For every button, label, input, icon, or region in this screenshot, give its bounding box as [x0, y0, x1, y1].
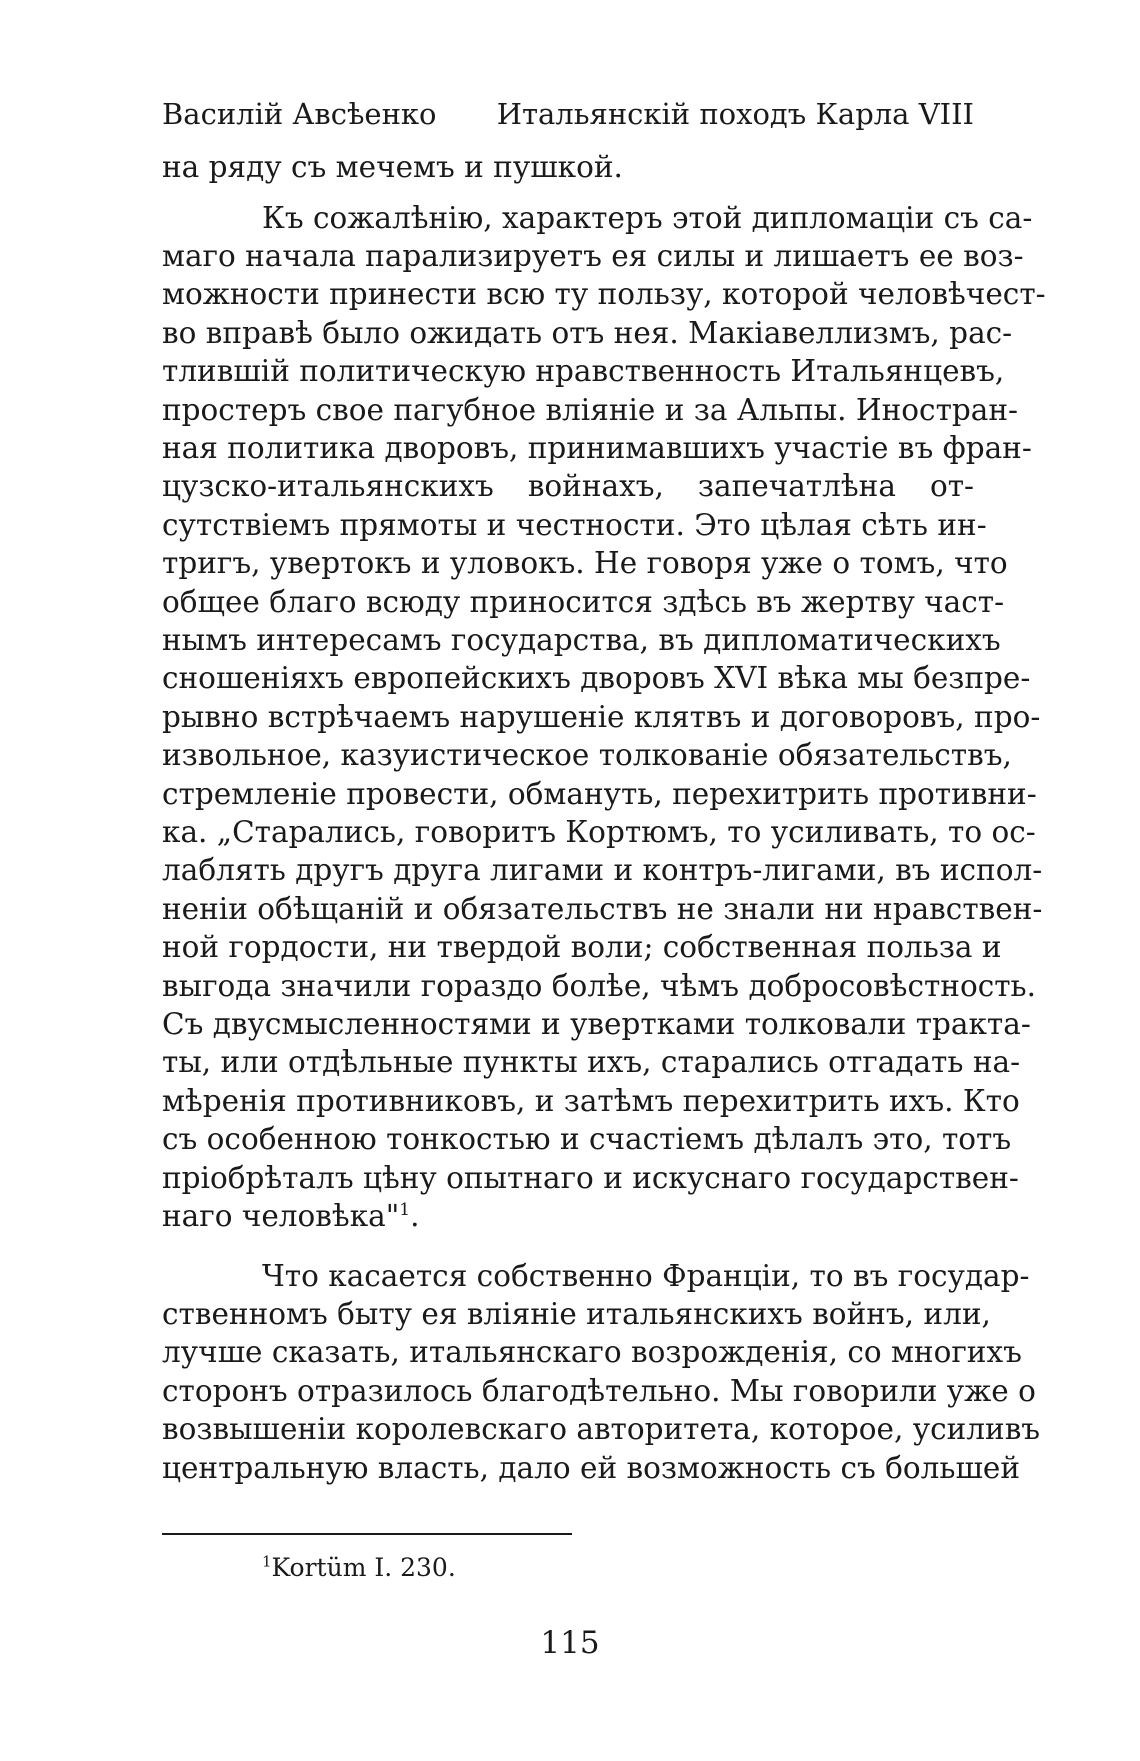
- text-line: мѣренія противниковъ, и затѣмъ перехитрить ихъ. Кто: [162, 1084, 1020, 1118]
- text-line: лучше сказать, итальянскаго возрожденія, со многихъ: [162, 1335, 1022, 1369]
- text-line: извольное, казуистическое толкованіе обязательствъ,: [162, 738, 1012, 772]
- text-line: пріобрѣталъ цѣну опытнаго и искуснаго государствен-: [162, 1161, 1019, 1195]
- text-line: маго начала парализируетъ ея силы и лишаетъ ее воз-: [162, 239, 1024, 273]
- header-title: Итальянскій походъ Карла VIII: [496, 97, 974, 131]
- text-line: тлившій политическую нравственность Итальянцевъ,: [162, 354, 1005, 388]
- text-line: ная политика дворовъ, принимавшихъ участіе въ фран-: [162, 431, 1032, 465]
- footnote-divider: [162, 1533, 572, 1535]
- text-line: съ особенною тонкостью и счастіемъ дѣлалъ это, тотъ: [162, 1122, 1012, 1156]
- text-line: на ряду съ мечемъ и пушкой.: [162, 150, 623, 184]
- footnote: [262, 1552, 456, 1584]
- text-line: сторонъ отразилось благодѣтельно. Мы говорили уже о: [162, 1374, 1036, 1408]
- footnote-marker: 1: [262, 1552, 272, 1571]
- text-line: ты, или отдѣльные пункты ихъ, старались отгадать на-: [162, 1045, 1021, 1079]
- text-line: рывно встрѣчаемъ нарушеніе клятвъ и договоровъ, про-: [162, 700, 1041, 734]
- text-line: тригъ, увертокъ и уловокъ. Не говоря уже о томъ, что: [162, 546, 1008, 580]
- text-line: Къ сожалѣнію, характеръ этой дипломаціи съ са-: [262, 201, 1033, 235]
- text-line: неніи обѣщаній и обязательствъ не знали ни нравствен-: [162, 892, 1043, 926]
- text-line: ственномъ быту ея вліяніе итальянскихъ войнъ, или,: [162, 1297, 991, 1331]
- footnote-reference: 1: [399, 1200, 411, 1221]
- text-line: Что касается собственно Франціи, то въ государ-: [262, 1259, 1030, 1293]
- text-line: цузско-итальянскихъ войнахъ, запечатлѣна от-: [162, 469, 974, 503]
- header-author: Василій Авсѣенко: [162, 97, 437, 131]
- text-line: Съ двусмысленностями и увертками толковали тракта-: [162, 1007, 1031, 1041]
- text-line: сношеніяхъ европейскихъ дворовъ XVI вѣка мы безпре-: [162, 661, 1031, 695]
- text-line: во вправѣ было ожидать отъ нея. Макіавеллизмъ, рас-: [162, 316, 1013, 350]
- text-line: выгода значили гораздо болѣе, чѣмъ добросовѣстность.: [162, 969, 1036, 1003]
- text-line: ной гордости, ни твердой воли; собственная польза и: [162, 930, 1002, 964]
- text-line: стремленіе провести, обмануть, перехитрить противни-: [162, 777, 1037, 811]
- text-line: простеръ свое пагубное вліяніе и за Альпы. Иностран-: [162, 393, 1018, 427]
- text-line: сутствіемъ прямоты и честности. Это цѣлая сѣть ин-: [162, 508, 987, 542]
- footnote-text: Kortüm I. 230.: [271, 1553, 456, 1582]
- text-line: лаблять другъ друга лигами и контръ-лигами, въ испол-: [162, 853, 1043, 887]
- text-line: общее благо всюду приносится здѣсь въ жертву част-: [162, 585, 1005, 619]
- text-line: нымъ интересамъ государства, въ дипломатическихъ: [162, 623, 1001, 657]
- text-line: наго человѣка": [162, 1199, 400, 1233]
- page-number: 115: [540, 1625, 600, 1661]
- text-line: центральную власть, дало ей возможность съ большей: [162, 1451, 1021, 1485]
- text-line-with-footnote: [162, 1198, 974, 1234]
- running-header: [162, 96, 974, 132]
- text-line: ка. „Старались, говоритъ Кортюмъ, то усиливать, то ос-: [162, 815, 1036, 849]
- text-line: возвышеніи королевскаго авторитета, которое, усиливъ: [162, 1412, 1041, 1446]
- text-line: можности принести всю ту пользу, которой человѣчест-: [162, 277, 1046, 311]
- sentence-end: .: [410, 1199, 420, 1233]
